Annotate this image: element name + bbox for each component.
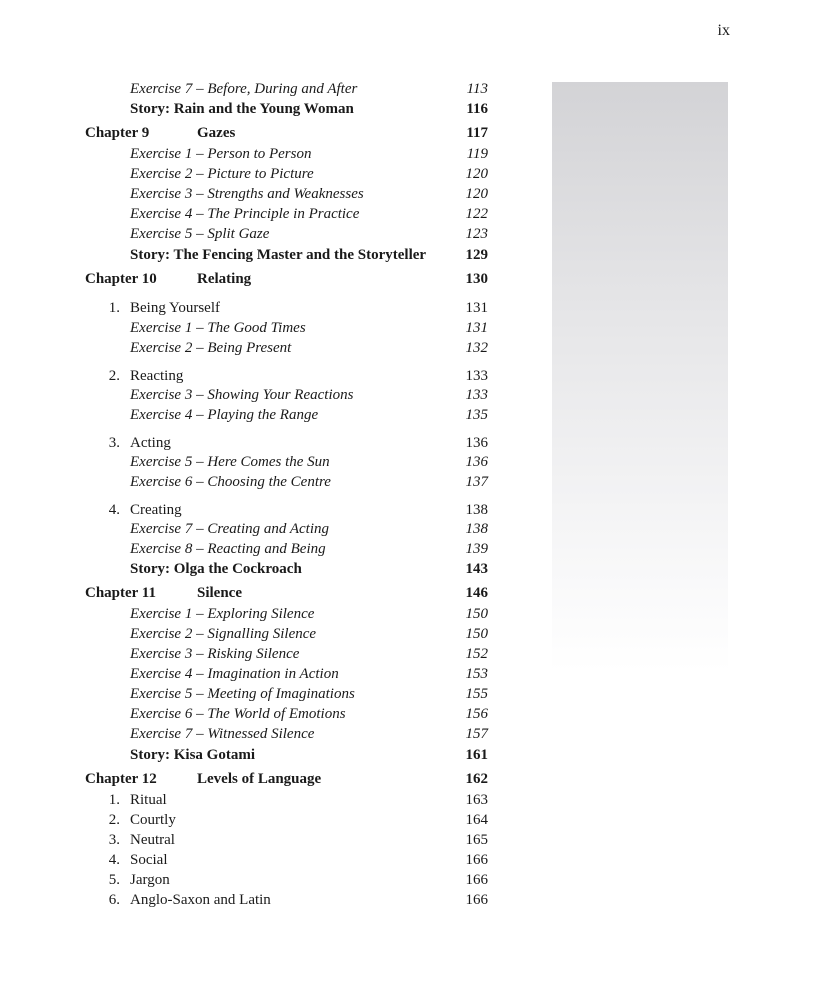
entry-page-number: 113 xyxy=(466,81,488,97)
entry-page-number: 138 xyxy=(465,521,488,537)
chapter-label: Chapter 12 xyxy=(85,771,157,787)
entry-title: Exercise 1 – The Good Times xyxy=(130,320,306,336)
section-number: 6. xyxy=(108,892,120,908)
entry-page-number: 130 xyxy=(465,271,488,287)
toc-entry-exercise xyxy=(0,452,818,472)
toc-entry-exercise xyxy=(0,204,818,224)
toc-entry-exercise xyxy=(0,519,818,539)
entry-title: Exercise 8 – Reacting and Being xyxy=(130,541,326,557)
toc-entry-section xyxy=(0,810,818,830)
toc-entry-exercise xyxy=(0,704,818,724)
entry-title: Exercise 5 – Here Comes the Sun xyxy=(130,454,330,470)
entry-title: Story: Rain and the Young Woman xyxy=(130,101,354,117)
entry-title: Exercise 4 – The Principle in Practice xyxy=(130,206,360,222)
page-number: ix xyxy=(717,22,730,39)
section-number: 1. xyxy=(108,792,120,808)
entry-page-number: 122 xyxy=(465,206,488,222)
entry-page-number: 166 xyxy=(465,872,488,888)
section-number: 3. xyxy=(108,832,120,848)
entry-page-number: 161 xyxy=(465,747,488,763)
entry-page-number: 157 xyxy=(465,726,488,742)
entry-title: Exercise 4 – Playing the Range xyxy=(130,407,319,423)
entry-title: Exercise 2 – Picture to Picture xyxy=(130,166,314,182)
entry-page-number: 166 xyxy=(465,892,488,908)
entry-title: Exercise 4 – Imagination in Action xyxy=(130,666,339,682)
toc-entry-section xyxy=(0,790,818,810)
entry-title: Ritual xyxy=(130,792,167,808)
toc-entry-exercise xyxy=(0,338,818,358)
entry-page-number: 120 xyxy=(465,186,488,202)
toc-entry-exercise xyxy=(0,79,818,99)
entry-page-number: 155 xyxy=(465,686,488,702)
section-number: 4. xyxy=(108,502,120,518)
entry-title: Reacting xyxy=(130,368,184,384)
toc-entry-section xyxy=(0,890,818,910)
entry-title: Exercise 3 – Showing Your Reactions xyxy=(130,387,354,403)
entry-page-number: 120 xyxy=(465,166,488,182)
entry-page-number: 150 xyxy=(465,606,488,622)
entry-page-number: 137 xyxy=(465,474,488,490)
toc-entry-exercise xyxy=(0,684,818,704)
toc-entry-chapter xyxy=(0,769,818,789)
entry-title: Social xyxy=(130,852,168,868)
entry-page-number: 166 xyxy=(465,852,488,868)
toc-entry-section xyxy=(0,433,818,453)
entry-page-number: 146 xyxy=(465,585,488,601)
entry-title: Exercise 1 – Exploring Silence xyxy=(130,606,315,622)
chapter-label: Chapter 9 xyxy=(85,125,150,141)
entry-title: Anglo-Saxon and Latin xyxy=(130,892,271,908)
entry-title: Exercise 2 – Being Present xyxy=(130,340,292,356)
entry-title: Exercise 6 – The World of Emotions xyxy=(130,706,346,722)
entry-page-number: 135 xyxy=(465,407,488,423)
toc-entry-chapter xyxy=(0,583,818,603)
toc-entry-section xyxy=(0,850,818,870)
entry-page-number: 136 xyxy=(465,435,488,451)
section-number: 3. xyxy=(108,435,120,451)
entry-page-number: 162 xyxy=(465,771,488,787)
toc-entry-chapter xyxy=(0,123,818,143)
entry-page-number: 150 xyxy=(465,626,488,642)
section-number: 5. xyxy=(108,872,120,888)
section-number: 4. xyxy=(108,852,120,868)
toc-entry-story xyxy=(0,99,818,119)
entry-title: Exercise 7 – Before, During and After xyxy=(130,81,358,97)
entry-page-number: 156 xyxy=(465,706,488,722)
toc-entry-story xyxy=(0,245,818,265)
entry-title: Story: Olga the Cockroach xyxy=(130,561,302,577)
entry-page-number: 152 xyxy=(465,646,488,662)
entry-page-number: 116 xyxy=(466,101,488,117)
entry-title: Exercise 5 – Split Gaze xyxy=(130,226,270,242)
toc-entry-exercise xyxy=(0,318,818,338)
toc-entry-exercise xyxy=(0,472,818,492)
toc-entry-exercise xyxy=(0,604,818,624)
entry-title: Exercise 7 – Creating and Acting xyxy=(130,521,329,537)
toc-entry-exercise xyxy=(0,405,818,425)
entry-page-number: 163 xyxy=(465,792,488,808)
toc-entry-section xyxy=(0,830,818,850)
entry-title: Exercise 3 – Risking Silence xyxy=(130,646,300,662)
entry-title: Being Yourself xyxy=(130,300,221,316)
entry-page-number: 138 xyxy=(465,502,488,518)
toc-entry-exercise xyxy=(0,184,818,204)
entry-title: Silence xyxy=(197,585,242,601)
entry-page-number: 133 xyxy=(465,387,488,403)
entry-page-number: 136 xyxy=(465,454,488,470)
entry-page-number: 131 xyxy=(465,320,488,336)
entry-page-number: 132 xyxy=(465,340,488,356)
entry-title: Acting xyxy=(130,435,171,451)
entry-title: Story: The Fencing Master and the Storyteller xyxy=(130,247,427,263)
toc-entry-exercise xyxy=(0,724,818,744)
entry-title: Exercise 2 – Signalling Silence xyxy=(130,626,317,642)
toc-entry-exercise xyxy=(0,624,818,644)
entry-page-number: 133 xyxy=(465,368,488,384)
entry-title: Exercise 5 – Meeting of Imaginations xyxy=(130,686,355,702)
entry-page-number: 117 xyxy=(466,125,488,141)
entry-title: Courtly xyxy=(130,812,176,828)
entry-title: Exercise 7 – Witnessed Silence xyxy=(130,726,315,742)
section-number: 2. xyxy=(108,368,120,384)
entry-page-number: 119 xyxy=(466,146,488,162)
entry-title: Relating xyxy=(197,271,252,287)
entry-title: Levels of Language xyxy=(197,771,322,787)
toc-entry-exercise xyxy=(0,664,818,684)
toc-entry-story xyxy=(0,559,818,579)
entry-title: Neutral xyxy=(130,832,175,848)
entry-page-number: 165 xyxy=(465,832,488,848)
entry-page-number: 153 xyxy=(465,666,488,682)
chapter-label: Chapter 11 xyxy=(85,585,156,601)
toc-entry-exercise xyxy=(0,644,818,664)
toc-entry-exercise xyxy=(0,144,818,164)
entry-title: Story: Kisa Gotami xyxy=(130,747,255,763)
chapter-label: Chapter 10 xyxy=(85,271,157,287)
section-number: 1. xyxy=(108,300,120,316)
toc-entry-exercise xyxy=(0,385,818,405)
toc-entry-exercise xyxy=(0,539,818,559)
toc-entry-section xyxy=(0,298,818,318)
toc-entry-section xyxy=(0,366,818,386)
entry-title: Exercise 6 – Choosing the Centre xyxy=(130,474,331,490)
toc-entry-story xyxy=(0,745,818,765)
toc-entry-exercise xyxy=(0,224,818,244)
entry-page-number: 123 xyxy=(465,226,488,242)
toc-entry-exercise xyxy=(0,164,818,184)
entry-title: Jargon xyxy=(130,872,170,888)
toc-entry-chapter xyxy=(0,269,818,289)
entry-page-number: 143 xyxy=(465,561,488,577)
entry-page-number: 131 xyxy=(465,300,488,316)
entry-title: Gazes xyxy=(197,125,236,141)
entry-title: Exercise 3 – Strengths and Weaknesses xyxy=(130,186,364,202)
entry-page-number: 129 xyxy=(465,247,488,263)
toc-entry-section xyxy=(0,500,818,520)
section-number: 2. xyxy=(108,812,120,828)
entry-page-number: 139 xyxy=(465,541,488,557)
entry-page-number: 164 xyxy=(465,812,488,828)
entry-title: Creating xyxy=(130,502,182,518)
entry-title: Exercise 1 – Person to Person xyxy=(130,146,312,162)
toc-entry-section xyxy=(0,870,818,890)
